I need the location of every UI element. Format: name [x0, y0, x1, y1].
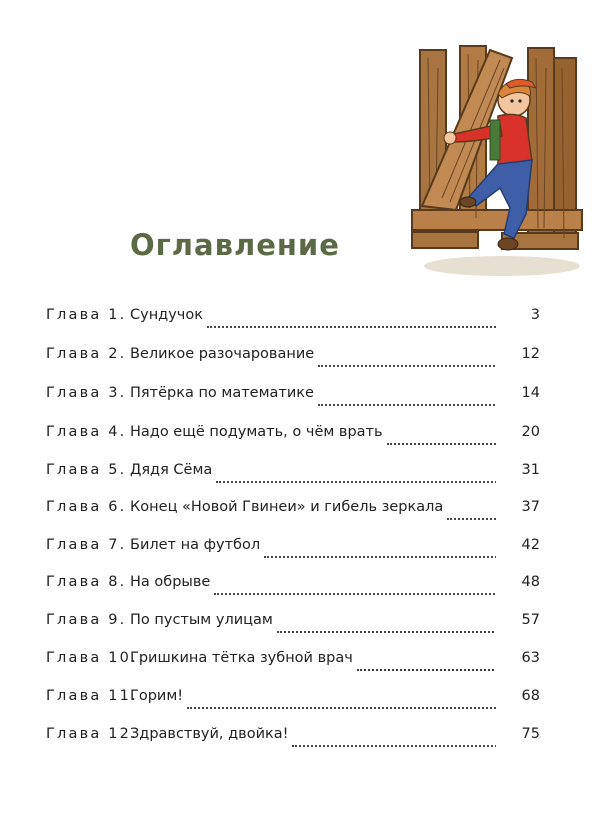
- chapter-title: Горим!: [130, 688, 184, 704]
- chapter-title-line: [130, 532, 496, 558]
- dot-leader: [318, 351, 496, 367]
- chapter-label: Глава 11.: [46, 688, 138, 704]
- chapter-title-line: [130, 380, 496, 406]
- toc-row: [0, 721, 608, 747]
- toc-row: [0, 645, 608, 671]
- chapter-title: Билет на футбол: [130, 537, 261, 553]
- chapter-page: 57: [521, 612, 540, 628]
- chapter-label: Глава 8.: [46, 574, 127, 590]
- chapter-title-line: [130, 457, 496, 483]
- chapter-page: 68: [521, 688, 540, 704]
- chapter-title-line: [130, 683, 496, 709]
- dot-leader: [187, 693, 496, 709]
- chapter-title: Дядя Сёма: [130, 462, 213, 478]
- dot-leader: [214, 579, 496, 595]
- toc-row: [0, 380, 608, 406]
- dot-leader: [216, 467, 496, 483]
- chapter-page: 48: [521, 574, 540, 590]
- chapter-label: Глава 12.: [46, 726, 138, 742]
- chapter-page: 14: [521, 385, 540, 401]
- dot-leader: [264, 542, 496, 558]
- chapter-title: Здравствуй, двойка!: [130, 726, 289, 742]
- chapter-page: 31: [521, 462, 540, 478]
- chapter-page: 75: [521, 726, 540, 742]
- chapter-title-line: [130, 721, 496, 747]
- chapter-title: Конец «Новой Гвинеи» и гибель зеркала: [130, 499, 444, 515]
- dot-leader: [318, 390, 496, 406]
- chapter-title-line: [130, 494, 496, 520]
- toc-row: [0, 341, 608, 367]
- chapter-title: Надо ещё подумать, о чём врать: [130, 424, 383, 440]
- toc-row: [0, 607, 608, 633]
- chapter-label: Глава 1.: [46, 307, 127, 323]
- chapter-title-line: [130, 341, 496, 367]
- chapter-title-line: [130, 645, 496, 671]
- chapter-page: 37: [521, 499, 540, 515]
- page-title: Оглавление: [130, 228, 340, 262]
- chapter-label: Глава 5.: [46, 462, 127, 478]
- chapter-title: Пятёрка по математике: [130, 385, 314, 401]
- dot-leader: [277, 617, 496, 633]
- chapter-page: 20: [521, 424, 540, 440]
- dot-leader: [447, 504, 496, 520]
- chapter-title-line: [130, 419, 496, 445]
- toc-row: [0, 302, 608, 328]
- dot-leader: [292, 731, 496, 747]
- chapter-label: Глава 6.: [46, 499, 127, 515]
- toc-row: [0, 683, 608, 709]
- chapter-label: Глава 4.: [46, 424, 127, 440]
- chapter-page: 3: [530, 307, 540, 323]
- chapter-page: 12: [521, 346, 540, 362]
- toc-row: [0, 569, 608, 595]
- chapter-label: Глава 3.: [46, 385, 127, 401]
- chapter-title-line: [130, 569, 496, 595]
- dot-leader: [387, 429, 496, 445]
- chapter-title-line: [130, 302, 496, 328]
- chapter-label: Глава 9.: [46, 612, 127, 628]
- chapter-title: На обрыве: [130, 574, 211, 590]
- dot-leader: [207, 312, 496, 328]
- chapter-page: 42: [521, 537, 540, 553]
- chapter-title: Сундучок: [130, 307, 203, 323]
- toc-row: [0, 457, 608, 483]
- chapter-title: По пустым улицам: [130, 612, 273, 628]
- chapter-title: Великое разочарование: [130, 346, 315, 362]
- dot-leader: [357, 655, 496, 671]
- chapter-title: Гришкина тётка зубной врач: [130, 650, 353, 666]
- toc-row: [0, 419, 608, 445]
- chapter-label: Глава 10.: [46, 650, 138, 666]
- toc-row: [0, 532, 608, 558]
- chapter-label: Глава 2.: [46, 346, 127, 362]
- chapter-label: Глава 7.: [46, 537, 127, 553]
- toc-row: [0, 494, 608, 520]
- chapter-title-line: [130, 607, 496, 633]
- chapter-page: 63: [521, 650, 540, 666]
